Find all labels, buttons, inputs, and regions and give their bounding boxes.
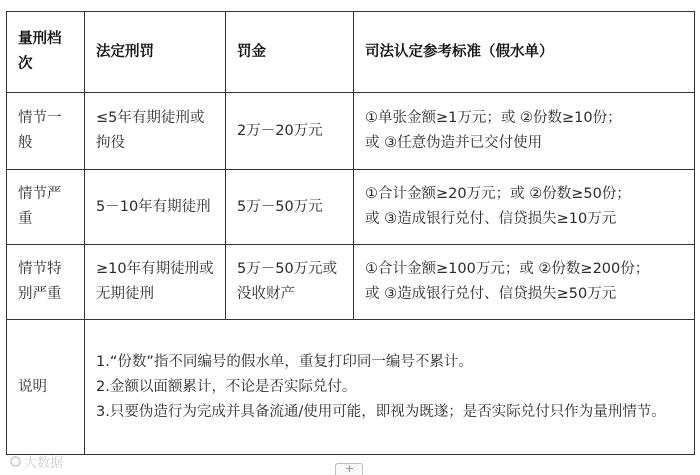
standard-line: ①合计金额≥20万元；或 ②份数≥50份；: [365, 186, 631, 202]
header-fine: 罚金: [226, 12, 354, 93]
table-row: [7, 170, 695, 245]
watermark: [10, 452, 63, 471]
note-item: 2.金额以面额累计，不论是否实际兑付。: [96, 378, 357, 395]
cell-standard: [354, 245, 695, 320]
cell-fine: 2万－20万元: [226, 93, 354, 170]
plus-icon: +: [345, 462, 355, 475]
standard-line: ①合计金额≥100万元；或 ②份数≥200份；: [365, 261, 650, 277]
sentencing-table: [6, 11, 695, 455]
cell-level: 情节特别严重: [7, 245, 85, 320]
standard-line: 或 ③造成银行兑付、信贷损失≥50万元: [365, 286, 617, 302]
cell-fine: 5万－50万元或没收财产: [226, 245, 354, 320]
table-row: [7, 245, 695, 320]
standard-line: ①单张金额≥1万元；或 ②份数≥10份；: [365, 110, 622, 126]
cell-penalty: ≥10年有期徒刑或无期徒刑: [85, 245, 226, 320]
standard-line: 或 ③造成银行兑付、信贷损失≥10万元: [365, 211, 617, 227]
cell-penalty: ≤5年有期徒刑或拘役: [85, 93, 226, 170]
header-level: 量刑档次: [7, 12, 85, 93]
watermark-logo-icon: [10, 456, 21, 467]
table-row: [7, 93, 695, 170]
standard-line: 或 ③任意伪造并已交付使用: [365, 135, 543, 151]
notes-row: [7, 320, 695, 455]
cell-level: 情节一般: [7, 93, 85, 170]
watermark-text: 大数据: [24, 456, 64, 471]
notes-label: 说明: [7, 320, 85, 455]
header-standard: 司法认定参考标准（假水单）: [354, 12, 695, 93]
notes-cell: [85, 320, 695, 455]
expand-button[interactable]: [335, 463, 363, 475]
table-header-row: [7, 12, 695, 93]
cell-level: 情节严重: [7, 170, 85, 245]
header-penalty: 法定刑罚: [85, 12, 226, 93]
cell-standard: [354, 170, 695, 245]
note-item: 1.“份数”指不同编号的假水单，重复打印同一编号不累计。: [96, 353, 473, 370]
cell-fine: 5万－50万元: [226, 170, 354, 245]
cell-standard: [354, 93, 695, 170]
note-item: 3.只要伪造行为完成并具备流通/使用可能，即视为既遂；是否实际兑付只作为量刑情节。: [96, 403, 666, 420]
cell-penalty: 5－10年有期徒刑: [85, 170, 226, 245]
